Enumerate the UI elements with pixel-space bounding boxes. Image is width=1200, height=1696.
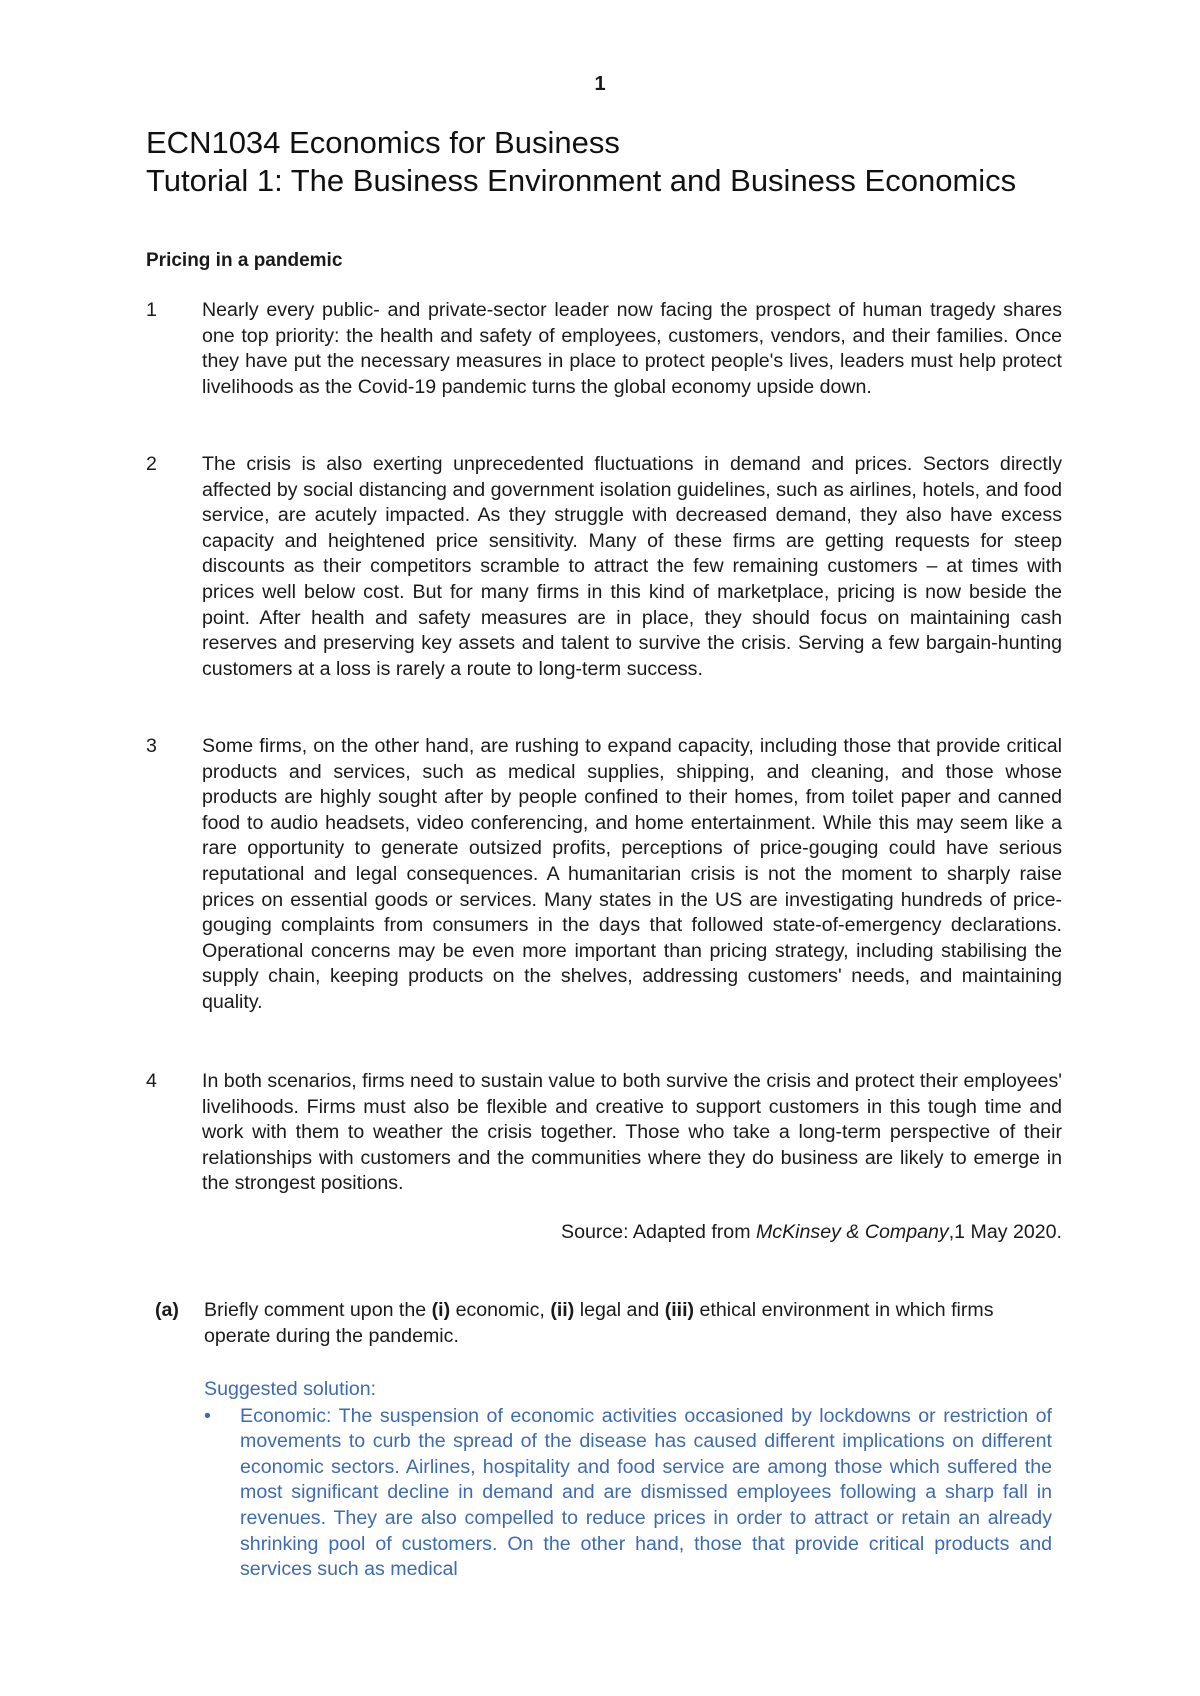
- paragraph-3: [146, 734, 1062, 1016]
- page-number: 1: [594, 73, 606, 95]
- paragraph-number: 4: [146, 1070, 157, 1092]
- paragraph-number: 1: [146, 299, 157, 321]
- solution-bullet: [204, 1404, 1052, 1583]
- paragraph-1: [146, 298, 1062, 400]
- section-heading: Pricing in a pandemic: [146, 250, 343, 271]
- source-prefix: Source: Adapted from: [561, 1221, 756, 1243]
- paragraph-number: 3: [146, 735, 157, 757]
- question-a: [155, 1298, 1050, 1349]
- bullet-icon: •: [204, 1404, 211, 1427]
- paragraph-4: [146, 1069, 1062, 1197]
- source-publisher: McKinsey & Company: [755, 1221, 949, 1243]
- suggested-solution: [204, 1377, 1052, 1583]
- course-title: ECN1034 Economics for Business: [146, 125, 620, 160]
- source-date: ,1 May 2020.: [948, 1221, 1062, 1243]
- paragraph-text: In both scenarios, firms need to sustain value to both survive the crisis and protect their employees' livelihoods. Firms must also be flexible and creative to support customers in this tough time and work with them to weather the crisis together. Those who take a long-term perspective of their relationships with customers and the communities where they do business are likely to emerge in the strongest positions.: [202, 1070, 1062, 1195]
- bullet-text: Economic: The suspension of economic activities occasioned by lockdowns or restriction of movements to curb the spread of the disease has caused different implications on different economic sectors. Airlines, hospitality and food service are among those which suffered the most significant decline in demand and are dismissed employees following a sharp fall in revenues. They are also compelled to reduce prices in order to attract or retain an already shrinking pool of customers. On the other hand, those that provide critical products and services such as medical: [240, 1404, 1052, 1581]
- paragraph-text: Some firms, on the other hand, are rushing to expand capacity, including those that provide critical products and services, such as medical supplies, shipping, and cleaning, and those whose products are highly sought after by people confined to their homes, from toilet paper and canned food to audio headsets, video conferencing, and home entertainment. While this may seem like a rare opportunity to generate outsized profits, perceptions of price-gouging could have serious reputational and legal consequences. A humanitarian crisis is not the moment to sharply raise prices on essential goods or services. Many states in the US are investigating hundreds of price-gouging complaints from consumers in the days that followed state-of-emergency declarations. Operational concerns may be even more important than pricing strategy, including stabilising the supply chain, keeping products on the shelves, addressing customers' needs, and maintaining quality.: [202, 735, 1062, 1013]
- paragraph-text: The crisis is also exerting unprecedented fluctuations in demand and prices. Sectors directly affected by social distancing and government isolation guidelines, such as airlines, hotels, and food service, are acutely impacted. As they struggle with decreased demand, they also have excess capacity and heightened price sensitivity. Many of these firms are getting requests for steep discounts as their competitors scramble to attract the few remaining customers – at times with prices well below cost. But for many firms in this kind of marketplace, pricing is now beside the point. After health and safety measures are in place, they should focus on maintaining cash reserves and preserving key assets and talent to survive the crisis. Serving a few bargain-hunting customers at a loss is rarely a route to long-term success.: [202, 453, 1062, 680]
- paragraph-2: [146, 452, 1062, 682]
- document-title: [146, 124, 1016, 200]
- question-text: Briefly comment upon the (i) economic, (ii) legal and (iii) ethical environment in which firms operate during the pandemic.: [204, 1299, 994, 1347]
- paragraph-text: Nearly every public- and private-sector leader now facing the prospect of human tragedy shares one top priority: the health and safety of employees, customers, vendors, and their families. Once they have put the necessary measures in place to protect people's lives, leaders must help protect livelihoods as the Covid-19 pandemic turns the global economy upside down.: [202, 299, 1062, 398]
- paragraph-number: 2: [146, 453, 157, 475]
- question-label: (a): [155, 1299, 179, 1321]
- source-citation: [146, 1219, 1062, 1245]
- tutorial-title: Tutorial 1: The Business Environment and Business Economics: [146, 163, 1017, 198]
- solution-heading: Suggested solution:: [204, 1378, 377, 1400]
